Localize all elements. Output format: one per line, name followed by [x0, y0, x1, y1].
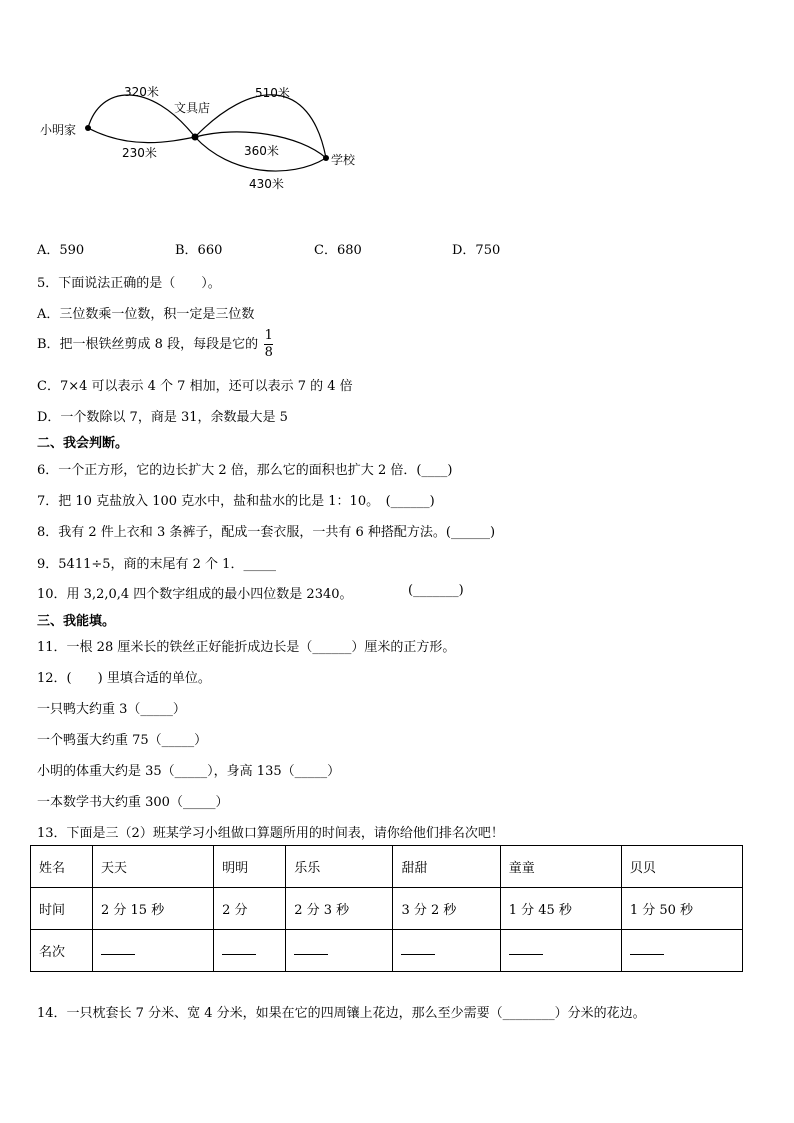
q14: 14．一只枕套长 7 分米、宽 4 分米，如果在它的四周镶上花边，那么至少需要（________）分米的花边。: [37, 1006, 646, 1021]
label-store: 文具店: [174, 101, 211, 115]
fraction-denominator: 8: [264, 345, 273, 360]
section3-heading: 三、我能填。: [37, 614, 116, 629]
answer-blank: [294, 942, 328, 955]
q11: 11．一根 28 厘米长的铁丝正好能折成边长是（______）厘米的正方形。: [37, 640, 456, 655]
q5-option-c: C．7×4 可以表示 4 个 7 相加，还可以表示 7 的 4 倍: [37, 379, 353, 394]
table-cell-rank-blank: [393, 930, 500, 972]
table-cell-time: 2 分: [214, 888, 286, 930]
table-cell-name: 乐乐: [286, 846, 393, 888]
q6: 6．一个正方形，它的边长扩大 2 倍，那么它的面积也扩大 2 倍．(____): [37, 463, 453, 478]
ranking-table: [30, 845, 743, 972]
q4-option-a: A．590: [37, 243, 85, 258]
q4-option-b: B．660: [175, 243, 223, 258]
table-cell-rank-blank: [93, 930, 214, 972]
table-row: [31, 888, 743, 930]
row-label-name: 姓名: [31, 846, 93, 888]
point-school: [323, 155, 329, 161]
table-row: [31, 930, 743, 972]
q5-option-d: D．一个数除以 7，商是 31，余数最大是 5: [37, 410, 288, 425]
label-430: 430米: [249, 177, 284, 191]
route-diagram: [0, 0, 794, 200]
table-cell-name: 天天: [93, 846, 214, 888]
q5-stem: 5．下面说法正确的是（ ）。: [37, 276, 221, 291]
q9: 9．5411÷5，商的末尾有 2 个 1．_____: [37, 557, 276, 572]
table-cell-time: 2 分 15 秒: [93, 888, 214, 930]
fraction-numerator: 1: [264, 328, 273, 343]
label-230: 230米: [122, 146, 157, 160]
row-label-rank: 名次: [31, 930, 93, 972]
q4-option-c: C．680: [314, 243, 362, 258]
answer-blank: [401, 942, 435, 955]
section2-heading: 二、我会判断。: [37, 436, 129, 451]
answer-blank: [101, 942, 135, 955]
answer-blank: [630, 942, 664, 955]
q12-item-book: 一本数学书大约重 300（_____）: [37, 795, 229, 810]
table-cell-name: 甜甜: [393, 846, 500, 888]
fraction-one-eighth: [264, 329, 273, 360]
table-cell-time: 1 分 45 秒: [500, 888, 621, 930]
q7: 7．把 10 克盐放入 100 克水中，盐和盐水的比是 1：10。 (______): [37, 494, 435, 509]
label-360: 360米: [244, 144, 279, 158]
q5-option-a: A．三位数乘一位数，积一定是三位数: [37, 307, 255, 322]
q12-item-duck: 一只鸭大约重 3（_____）: [37, 702, 186, 717]
q4-option-d: D．750: [452, 243, 501, 258]
table-cell-time: 3 分 2 秒: [393, 888, 500, 930]
label-510: 510米: [255, 86, 290, 100]
table-cell-rank-blank: [500, 930, 621, 972]
point-home: [85, 125, 91, 131]
table-row: [31, 846, 743, 888]
table-cell-rank-blank: [286, 930, 393, 972]
route-home-store-lower: [88, 128, 195, 143]
answer-blank: [222, 942, 256, 955]
point-store: [192, 134, 199, 141]
label-school: 学校: [331, 153, 356, 167]
label-320: 320米: [124, 85, 159, 99]
table-cell-name: 贝贝: [621, 846, 742, 888]
answer-blank: [509, 942, 543, 955]
q12: 12．( ) 里填合适的单位。: [37, 671, 211, 686]
table-cell-rank-blank: [214, 930, 286, 972]
q12-item-xiaoming: 小明的体重大约是 35（_____），身高 135（_____）: [37, 764, 341, 779]
q10: 10．用 3,2,0,4 四个数字组成的最小四位数是 2340。: [37, 587, 353, 602]
q13: 13．下面是三（2）班某学习小组做口算题所用的时间表，请你给他们排名次吧！: [37, 826, 504, 841]
table-cell-rank-blank: [621, 930, 742, 972]
table-cell-name: 童童: [500, 846, 621, 888]
q10-answer-blank: (_______): [408, 583, 464, 598]
table-cell-time: 2 分 3 秒: [286, 888, 393, 930]
table-cell-time: 1 分 50 秒: [621, 888, 742, 930]
q8: 8．我有 2 件上衣和 3 条裤子，配成一套衣服，一共有 6 种搭配方法。(______): [37, 525, 496, 540]
q5-option-b: [37, 329, 273, 360]
row-label-time: 时间: [31, 888, 93, 930]
table-cell-name: 明明: [214, 846, 286, 888]
label-home: 小明家: [40, 123, 77, 137]
q12-item-egg: 一个鸭蛋大约重 75（_____）: [37, 733, 208, 748]
q5-option-b-text: B．把一根铁丝剪成 8 段，每段是它的: [37, 337, 259, 352]
